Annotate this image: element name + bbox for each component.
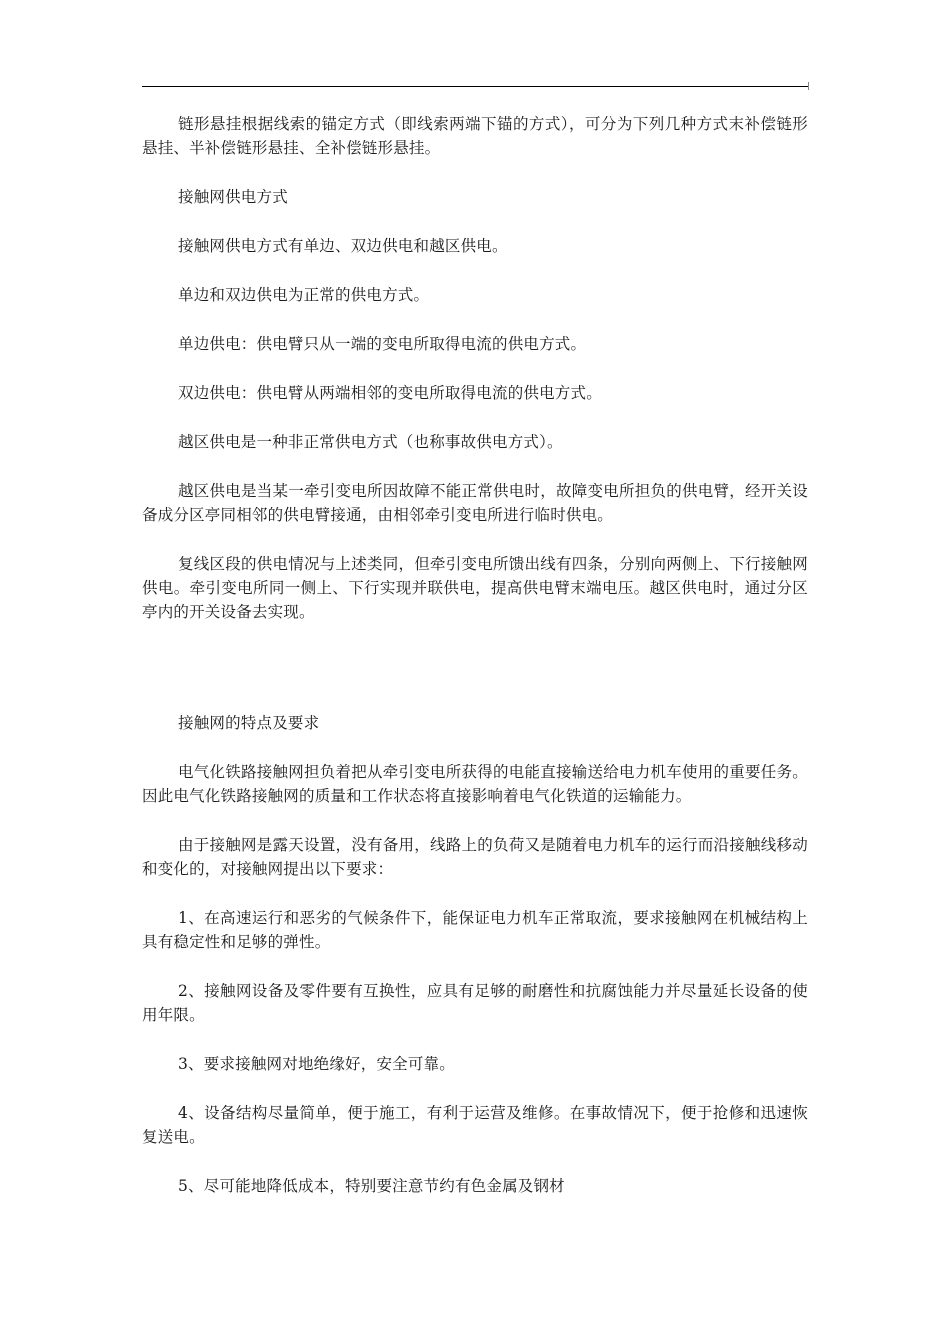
paragraph-normal-modes: 单边和双边供电为正常的供电方式。	[178, 286, 430, 304]
paragraph-supply-modes: 接触网供电方式有单边、双边供电和越区供电。	[178, 237, 508, 255]
requirement-item-1: 1、在高速运行和恶劣的气候条件下，能保证电力机车正常取流，要求接触网在机械结构上具有稳定性和足够的弹性。	[142, 909, 808, 951]
header-corner-mark	[808, 82, 809, 90]
paragraph-requirements-intro: 由于接触网是露天设置，没有备用，线路上的负荷又是随着电力机车的运行而沿接触线移动和变化的，对接触网提出以下要求：	[142, 836, 808, 878]
header-rule	[142, 86, 809, 87]
requirement-item-4: 4、设备结构尽量简单，便于施工，有利于运营及维修。在事故情况下，便于抢修和迅速恢复送电。	[142, 1104, 808, 1146]
requirement-item-3: 3、要求接触网对地绝缘好，安全可靠。	[178, 1055, 455, 1073]
paragraph-catenary-role: 电气化铁路接触网担负着把从牵引变电所获得的电能直接输送给电力机车使用的重要任务。因此电气化铁路接触网的质量和工作状态将直接影响着电气化铁道的运输能力。	[142, 763, 808, 805]
paragraph-single-side: 单边供电：供电臂只从一端的变电所取得电流的供电方式。	[178, 335, 587, 353]
document-body	[142, 112, 808, 1223]
paragraph-catenary-anchoring: 链形悬挂根据线索的锚定方式（即线索两端下锚的方式），可分为下列几种方式末补偿链形悬挂、半补偿链形悬挂、全补偿链形悬挂。	[142, 115, 808, 157]
paragraph-cross-zone-detail: 越区供电是当某一牵引变电所因故障不能正常供电时，故障变电所担负的供电臂，经开关设备成分区亭同相邻的供电臂接通，由相邻牵引变电所进行临时供电。	[142, 482, 808, 524]
paragraph-double-side: 双边供电：供电臂从两端相邻的变电所取得电流的供电方式。	[178, 384, 602, 402]
requirement-item-5: 5、尽可能地降低成本，特别要注意节约有色金属及钢材	[178, 1177, 565, 1195]
paragraph-double-track: 复线区段的供电情况与上述类同，但牵引变电所馈出线有四条，分别向两侧上、下行接触网供电。牵引变电所同一侧上、下行实现并联供电，提高供电臂末端电压。越区供电时，通过分区亭内的开关设备去实现。	[142, 555, 808, 621]
requirement-item-2: 2、接触网设备及零件要有互换性，应具有足够的耐磨性和抗腐蚀能力并尽量延长设备的使用年限。	[142, 982, 808, 1024]
heading-power-supply-modes: 接触网供电方式	[178, 188, 288, 206]
paragraph-cross-zone-definition: 越区供电是一种非正常供电方式（也称事故供电方式）。	[178, 433, 563, 451]
heading-features-requirements: 接触网的特点及要求	[178, 714, 320, 732]
section-spacer	[142, 649, 808, 711]
